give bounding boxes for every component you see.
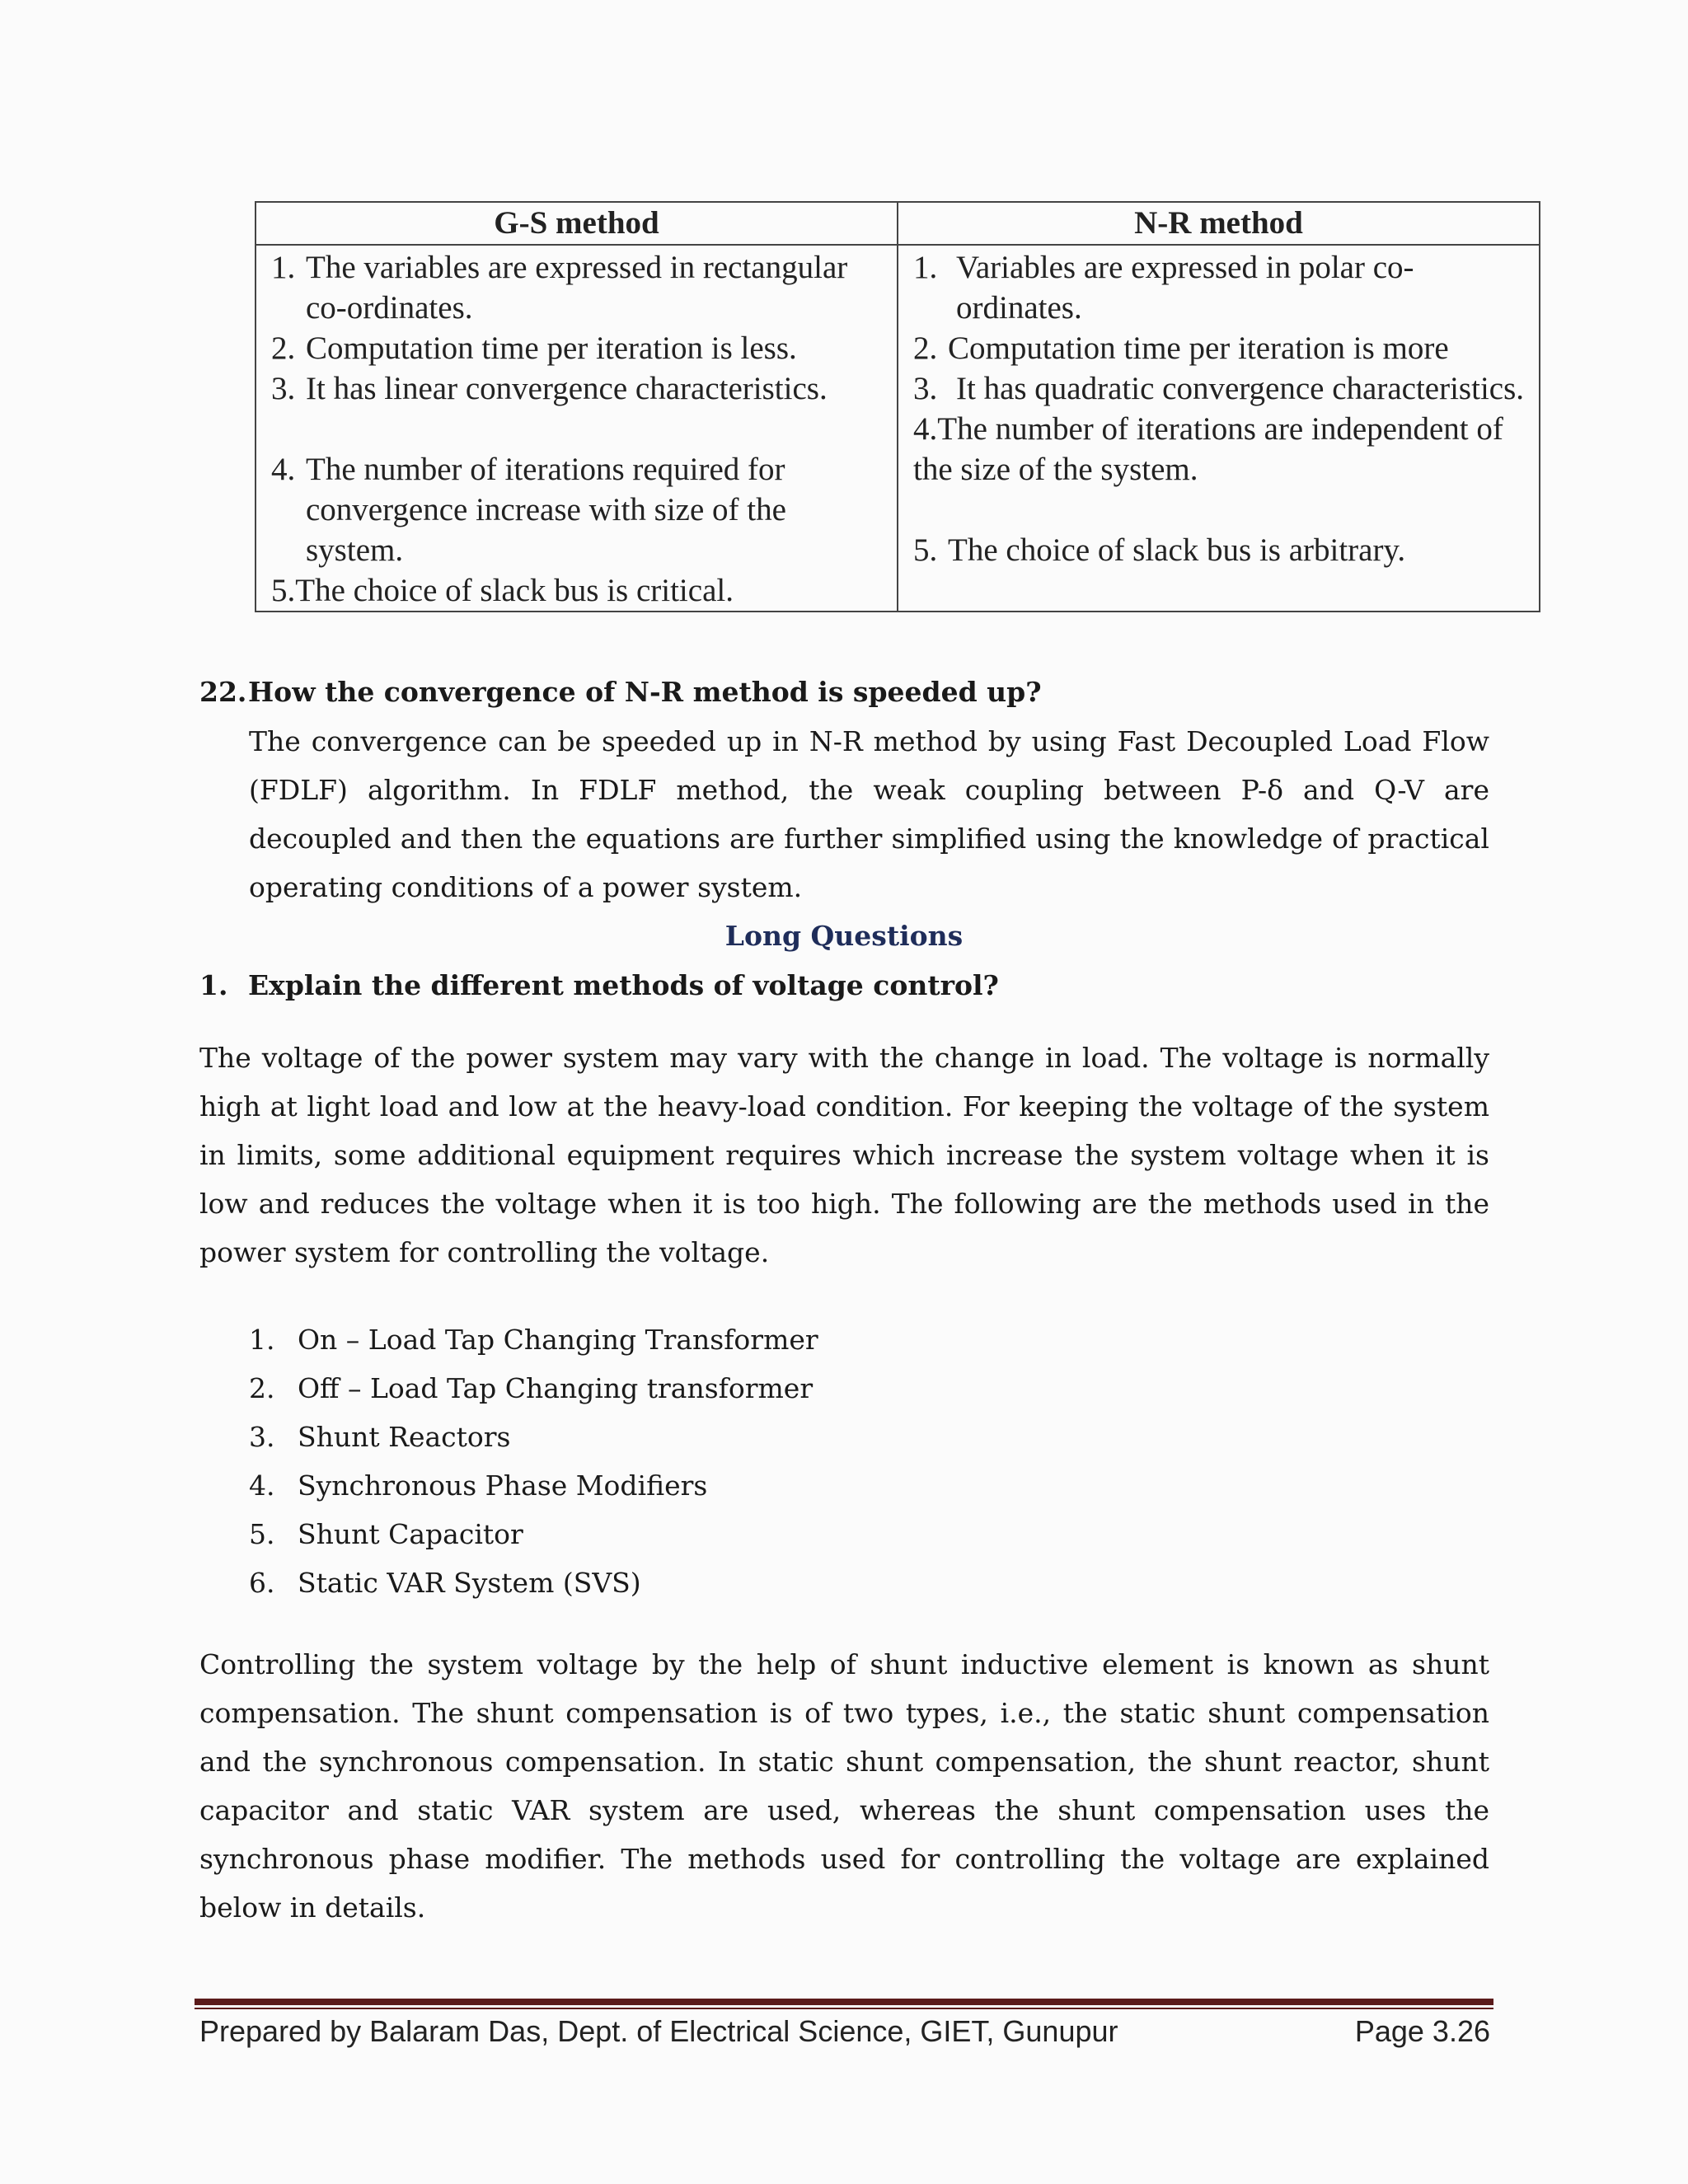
nr-cell bbox=[898, 245, 1540, 612]
gs-item: 1. The variables are expressed in rectangular co-ordinates. bbox=[271, 250, 848, 326]
question-22-heading: 22.How the convergence of N-R method is speeded up? bbox=[199, 676, 1042, 708]
nr-item: 2. Computation time per iteration is more bbox=[913, 330, 1449, 366]
footer-divider bbox=[195, 1999, 1493, 2005]
list-item: 4. Synchronous Phase Modifiers bbox=[249, 1469, 708, 1502]
footer-divider-thin bbox=[195, 2008, 1493, 2009]
nr-item: 4.The number of iterations are independent of the size of the system. bbox=[913, 411, 1503, 487]
gs-item: 2. Computation time per iteration is less. bbox=[271, 330, 797, 366]
gs-item: 5.The choice of slack bus is critical. bbox=[271, 573, 734, 608]
section-title: Long Questions bbox=[724, 920, 964, 952]
closing-paragraph: Controlling the system voltage by the help of shunt inductive element is known as shunt compensation. The shunt compensation is of two types, i.e., the static shunt compensation and the synchronous compensation. In static shunt compensation, the shunt reactor, shunt capacitor and static VAR system are used, whereas the shunt compensation uses the synchronous phase modifier. The methods used for controlling the voltage are explained below in details. bbox=[199, 1648, 1489, 1924]
voltage-control-methods-list bbox=[249, 1315, 818, 1607]
gs-item: 3. It has linear convergence characteristics. bbox=[271, 371, 828, 406]
comparison-table bbox=[255, 201, 1540, 612]
long-question-1-heading: 1. Explain the different methods of voltage control? bbox=[199, 969, 999, 1001]
nr-item: 1. Variables are expressed in polar co-ordinates. bbox=[913, 250, 1414, 326]
list-item: 5. Shunt Capacitor bbox=[249, 1518, 523, 1550]
nr-item: 3. It has quadratic convergence characteristics. bbox=[913, 371, 1525, 406]
gs-item: 4. The number of iterations required for convergence increase with size of the system. bbox=[271, 452, 786, 568]
list-item: 6. Static VAR System (SVS) bbox=[249, 1567, 641, 1599]
gs-header: G-S method bbox=[256, 202, 898, 245]
nr-item: 5. The choice of slack bus is arbitrary. bbox=[913, 532, 1406, 568]
page-number: Page 3.26 bbox=[1354, 2014, 1490, 2048]
list-item: 1. On – Load Tap Changing Transformer bbox=[249, 1324, 818, 1356]
spacer bbox=[271, 409, 887, 449]
gs-cell bbox=[256, 245, 898, 612]
spacer bbox=[913, 490, 1529, 530]
question-22-answer: The convergence can be speeded up in N-R method by using Fast Decoupled Load Flow (FDLF) algorithm. In FDLF method, the weak coupling between P-δ and Q-V are decoupled and then the equations are further simplified using the knowledge of practical operating conditions of a power system. bbox=[249, 725, 1489, 903]
intro-paragraph: The voltage of the power system may vary with the change in load. The voltage is normally high at light load and low at the heavy-load condition. For keeping the voltage of the system in limits, some additional equipment requires which increase the system voltage when it is low and reduces the voltage when it is too high. The following are the methods used in the power system for controlling the voltage. bbox=[199, 1042, 1489, 1268]
footer-credit: Prepared by Balaram Das, Dept. of Electrical Science, GIET, Gunupur bbox=[199, 2014, 1118, 2048]
nr-header: N-R method bbox=[898, 202, 1540, 245]
list-item: 2. Off – Load Tap Changing transformer bbox=[249, 1372, 814, 1404]
list-item: 3. Shunt Reactors bbox=[249, 1421, 511, 1453]
